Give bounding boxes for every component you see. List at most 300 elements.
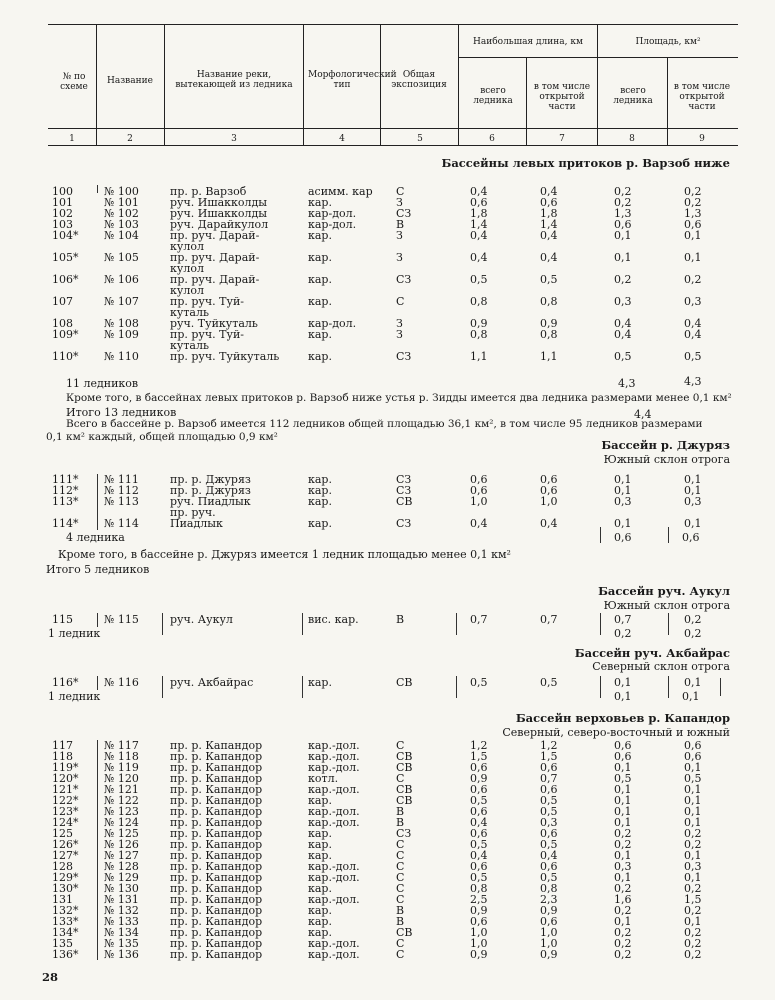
cell-name: № 123: [104, 805, 139, 818]
open-area-sum: 4,3: [684, 375, 702, 388]
cell-name: № 107: [104, 295, 139, 308]
cell-type: кар.: [308, 350, 332, 363]
cell-length-open: 0,9: [540, 317, 558, 330]
cell-area-open: 0,6: [684, 739, 702, 752]
cell-river-line1: пр. р. Капандор: [170, 772, 263, 785]
cell-number: 112*: [52, 484, 79, 497]
cell-number: 128: [52, 860, 73, 873]
cell-exposition: СЗ: [396, 484, 412, 497]
cell-area-open: 0,5: [684, 772, 702, 785]
rule: [456, 613, 457, 635]
cell-area-open: 0,2: [684, 613, 702, 626]
cell-exposition: З: [396, 196, 403, 209]
cell-number: 110*: [52, 350, 79, 363]
cell-type: кар.: [308, 794, 332, 807]
cell-length-open: 0,6: [540, 860, 558, 873]
header-divider: [526, 57, 527, 145]
cell-exposition: С: [396, 948, 405, 961]
cell-river: [170, 274, 259, 296]
cell-number: 113*: [52, 495, 79, 508]
cell-area-total: 0,1: [614, 676, 632, 689]
cell-type: кар.-дол.: [308, 893, 360, 906]
cell-length-open: 0,9: [540, 948, 558, 961]
cell-area-total: 0,2: [614, 196, 632, 209]
cell-name: № 100: [104, 185, 139, 198]
cell-area-open: 0,1: [684, 849, 702, 862]
cell-river-line1: пр. руч. Дарай-: [170, 229, 260, 242]
cell-number: 127*: [52, 849, 79, 862]
cell-exposition: В: [396, 904, 405, 917]
cell-type: кар.: [308, 251, 332, 264]
cell-river-line1: пр. руч. Туйкуталь: [170, 350, 280, 363]
cell-type: кар.: [308, 926, 332, 939]
cell-area-total: 0,1: [614, 871, 632, 884]
cell-area-total: 0,2: [614, 948, 632, 961]
cell-river: [170, 496, 251, 518]
cell-area-open: 0,4: [684, 328, 702, 341]
cell-number: 135: [52, 937, 73, 950]
header-divider: [458, 24, 459, 145]
cell-area-open: 0,3: [684, 295, 702, 308]
cell-number: 109*: [52, 328, 79, 341]
cell-length-open: 0,6: [540, 783, 558, 796]
header-col3: Название реки, вытекающей из ледника: [175, 70, 293, 90]
header-length-group: Наибольшая длина, км: [473, 37, 583, 47]
area-sum: 0,2: [614, 627, 632, 640]
cell-area-total: 0,1: [614, 517, 632, 530]
cell-area-open: 0,1: [684, 229, 702, 242]
cell-number: 101: [52, 196, 73, 209]
cell-area-open: 0,1: [684, 676, 702, 689]
cell-area-total: 0,2: [614, 937, 632, 950]
cell-number: 121*: [52, 783, 79, 796]
cell-length-open: 0,4: [540, 849, 558, 862]
cell-type: кар.: [308, 484, 332, 497]
cell-number: 119*: [52, 761, 79, 774]
cell-name: № 132: [104, 904, 139, 917]
header-col8: всего ледника: [613, 86, 653, 106]
cell-area-total: 0,6: [614, 218, 632, 231]
cell-name: № 114: [104, 517, 139, 530]
cell-type: асимм. кар: [308, 185, 373, 198]
cell-name: № 126: [104, 838, 139, 851]
cell-river-line1: руч. Дарайкулол: [170, 218, 269, 231]
cell-area-total: 0,2: [614, 273, 632, 286]
rule: [668, 527, 669, 543]
cell-type: кар.: [308, 229, 332, 242]
cell-exposition: С: [396, 849, 405, 862]
header-col2: Название: [107, 76, 153, 86]
cell-exposition: С: [396, 893, 405, 906]
cell-area-open: 0,1: [684, 805, 702, 818]
total-count: Итого 5 ледников: [46, 563, 150, 576]
cell-river: [170, 518, 223, 529]
cell-length-total: 0,4: [470, 251, 488, 264]
cell-area-total: 0,3: [614, 295, 632, 308]
cell-type: кар-дол.: [308, 218, 357, 231]
cell-area-open: 0,2: [684, 948, 702, 961]
cell-name: № 113: [104, 495, 139, 508]
cell-length-total: 0,9: [470, 317, 488, 330]
cell-number: 103: [52, 218, 73, 231]
cell-length-open: 0,7: [540, 613, 558, 626]
rule: [162, 613, 163, 635]
cell-area-open: 0,1: [684, 761, 702, 774]
cell-length-total: 0,5: [470, 838, 488, 851]
header-col7: в том числе открытой части: [533, 82, 591, 112]
cell-river: [170, 329, 244, 351]
cell-length-total: 0,9: [470, 772, 488, 785]
rule: [600, 676, 601, 698]
cell-river-line1: пр. р. Капандор: [170, 750, 263, 763]
cell-exposition: С: [396, 871, 405, 884]
column-number: 7: [559, 134, 565, 144]
cell-river-line1: пр. руч. Дарай-: [170, 251, 260, 264]
cell-river-line1: пр. р. Капандор: [170, 761, 263, 774]
section-title: Бассейн р. Джуряз: [601, 438, 730, 452]
cell-length-total: 0,8: [470, 882, 488, 895]
cell-length-total: 0,6: [470, 783, 488, 796]
cell-name: № 108: [104, 317, 139, 330]
cell-area-open: 0,1: [684, 484, 702, 497]
cell-area-open: 0,2: [684, 926, 702, 939]
cell-area-open: 0,1: [684, 871, 702, 884]
cell-number: 115: [52, 613, 73, 626]
rule: [97, 185, 98, 193]
cell-number: 105*: [52, 251, 79, 264]
cell-area-open: 0,6: [684, 218, 702, 231]
cell-exposition: В: [396, 218, 405, 231]
cell-exposition: В: [396, 816, 405, 829]
cell-type: кар.: [308, 838, 332, 851]
note: 0,1 км² каждый, общей площадью 0,9 км²: [46, 431, 278, 443]
cell-type: кар.: [308, 676, 332, 689]
cell-length-open: 0,4: [540, 229, 558, 242]
cell-river-line1: пр. р. Варзоб: [170, 185, 247, 198]
page-number: 28: [42, 970, 59, 984]
cell-number: 100: [52, 185, 73, 198]
cell-area-total: 0,1: [614, 484, 632, 497]
cell-river-line1: пр. руч. Туй-: [170, 295, 245, 308]
cell-exposition: СЗ: [396, 273, 412, 286]
cell-area-total: 1,6: [614, 893, 632, 906]
open-area-sum: 0,2: [684, 627, 702, 640]
cell-length-open: 0,3: [540, 816, 558, 829]
cell-area-total: 0,1: [614, 816, 632, 829]
cell-number: 123*: [52, 805, 79, 818]
cell-type: кар.-дол.: [308, 948, 360, 961]
total-count: Итого 13 ледников: [66, 406, 177, 419]
note: Кроме того, в бассейнах левых притоков р. Варзоб ниже устья р. Зидды имеется два ледника размерами менее 0,1 км²: [66, 392, 732, 404]
cell-name: № 128: [104, 860, 139, 873]
cell-length-open: 0,8: [540, 328, 558, 341]
cell-area-open: 0,1: [684, 816, 702, 829]
cell-area-open: 0,2: [684, 185, 702, 198]
cell-length-total: 1,4: [470, 218, 488, 231]
cell-river-line1: пр. р. Капандор: [170, 871, 263, 884]
cell-type: кар.-дол.: [308, 750, 360, 763]
column-number: 6: [489, 134, 495, 144]
cell-river-line1: пр. р. Капандор: [170, 893, 263, 906]
cell-type: кар.-дол.: [308, 805, 360, 818]
cell-river-line1: пр. р. Капандор: [170, 838, 263, 851]
cell-type: кар.: [308, 915, 332, 928]
header-col4: Морфологический тип: [308, 70, 397, 90]
cell-length-open: 0,8: [540, 295, 558, 308]
cell-length-total: 0,9: [470, 948, 488, 961]
cell-river-line1: пр. р. Капандор: [170, 937, 263, 950]
cell-area-open: 0,1: [684, 251, 702, 264]
cell-length-total: 0,5: [470, 676, 488, 689]
cell-number: 114*: [52, 517, 79, 530]
header-divider: [597, 24, 598, 145]
cell-type: кар.: [308, 904, 332, 917]
cell-river: [170, 230, 259, 252]
cell-river-line1: пр. р. Капандор: [170, 915, 263, 928]
cell-area-open: 0,4: [684, 317, 702, 330]
cell-type: кар.-дол.: [308, 739, 360, 752]
cell-river: [170, 351, 279, 362]
cell-type: кар.: [308, 882, 332, 895]
cell-length-total: 0,5: [470, 871, 488, 884]
cell-exposition: З: [396, 317, 403, 330]
cell-area-total: 0,2: [614, 904, 632, 917]
column-number: 2: [127, 134, 133, 144]
cell-number: 132*: [52, 904, 79, 917]
cell-exposition: С: [396, 185, 405, 198]
cell-area-total: 0,1: [614, 783, 632, 796]
cell-name: № 125: [104, 827, 139, 840]
cell-river-line1: пр. р. Капандор: [170, 816, 263, 829]
cell-river-line1: пр. р. Капандор: [170, 860, 263, 873]
column-number: 9: [699, 134, 705, 144]
glacier-count: 1 ледник: [48, 627, 101, 640]
cell-length-open: 0,6: [540, 761, 558, 774]
cell-length-total: 1,1: [470, 350, 488, 363]
cell-name: № 129: [104, 871, 139, 884]
header-area-group: Площадь, км²: [635, 37, 701, 47]
cell-river-line2: пр. руч.: [170, 506, 216, 519]
rule: [97, 613, 98, 627]
cell-area-total: 0,5: [614, 350, 632, 363]
cell-length-open: 1,1: [540, 350, 558, 363]
open-area-sum: 0,6: [682, 531, 700, 544]
cell-river-line2: кулол: [170, 240, 204, 253]
header-bottom-rule: [48, 128, 738, 129]
cell-name: № 111: [104, 473, 139, 486]
cell-exposition: СЗ: [396, 350, 412, 363]
rule: [600, 613, 601, 635]
rule: [97, 676, 98, 690]
cell-area-open: 0,2: [684, 196, 702, 209]
cell-exposition: СВ: [396, 783, 413, 796]
cell-river-line1: Пиадлык: [170, 517, 223, 530]
cell-length-total: 0,5: [470, 794, 488, 807]
cell-river-line1: пр. р. Капандор: [170, 926, 263, 939]
cell-number: 111*: [52, 473, 79, 486]
cell-type: кар.-дол.: [308, 860, 360, 873]
total-area: 4,4: [634, 408, 652, 421]
cell-name: № 102: [104, 207, 139, 220]
section-title: Бассейн верховьев р. Капандор: [515, 711, 730, 725]
cell-number: 136*: [52, 948, 79, 961]
cell-length-total: 0,6: [470, 196, 488, 209]
cell-exposition: СЗ: [396, 827, 412, 840]
cell-type: кар-дол.: [308, 317, 357, 330]
cell-area-total: 0,5: [614, 772, 632, 785]
area-sum: 0,1: [614, 690, 632, 703]
section-subtitle: Северный склон отрога: [592, 660, 730, 673]
section-subtitle: Северный, северо-восточный и южный: [502, 726, 730, 739]
section-title: Бассейны левых притоков р. Варзоб ниже: [441, 156, 730, 170]
rule: [302, 676, 303, 698]
header-col6: всего ледника: [473, 86, 513, 106]
cell-length-open: 1,8: [540, 207, 558, 220]
column-number: 4: [339, 134, 345, 144]
header-col9: в том числе открытой части: [673, 82, 731, 112]
cell-length-open: 1,0: [540, 495, 558, 508]
cell-name: № 116: [104, 676, 139, 689]
cell-length-open: 1,2: [540, 739, 558, 752]
cell-length-open: 0,6: [540, 473, 558, 486]
cell-area-open: 0,2: [684, 273, 702, 286]
cell-number: 126*: [52, 838, 79, 851]
cell-type: кар.-дол.: [308, 816, 360, 829]
cell-name: № 112: [104, 484, 139, 497]
cell-river-line1: пр. р. Капандор: [170, 882, 263, 895]
cell-river-line1: пр. р. Капандор: [170, 827, 263, 840]
cell-length-open: 0,9: [540, 904, 558, 917]
cell-length-open: 0,7: [540, 772, 558, 785]
cell-length-open: 0,5: [540, 273, 558, 286]
cell-length-open: 0,8: [540, 882, 558, 895]
cell-area-open: 0,1: [684, 473, 702, 486]
note: Кроме того, в бассейне р. Джуряз имеется 1 ледник площадью менее 0,1 км²: [58, 548, 511, 561]
cell-type: кар.: [308, 495, 332, 508]
cell-area-open: 0,2: [684, 904, 702, 917]
cell-area-open: 0,1: [684, 783, 702, 796]
cell-length-total: 1,0: [470, 926, 488, 939]
rule: [600, 527, 601, 543]
cell-area-open: 0,1: [684, 915, 702, 928]
cell-type: кар.: [308, 473, 332, 486]
cell-name: № 136: [104, 948, 139, 961]
cell-area-open: 0,5: [684, 350, 702, 363]
cell-exposition: З: [396, 251, 403, 264]
cell-length-open: 0,6: [540, 827, 558, 840]
cell-length-open: 0,5: [540, 805, 558, 818]
cell-area-total: 0,1: [614, 473, 632, 486]
cell-river: [170, 296, 244, 318]
cell-area-total: 0,1: [614, 761, 632, 774]
cell-area-open: 1,3: [684, 207, 702, 220]
cell-type: кар.: [308, 196, 332, 209]
cell-river: [170, 949, 262, 960]
cell-area-total: 0,3: [614, 495, 632, 508]
cell-length-total: 1,5: [470, 750, 488, 763]
header-divider: [164, 24, 165, 145]
cell-type: кар.-дол.: [308, 783, 360, 796]
cell-number: 117: [52, 739, 73, 752]
cell-river-line1: пр. р. Капандор: [170, 948, 263, 961]
cell-area-total: 0,1: [614, 849, 632, 862]
cell-type: вис. кар.: [308, 613, 359, 626]
cell-length-total: 0,6: [470, 473, 488, 486]
cell-area-open: 0,1: [684, 794, 702, 807]
header-divider: [667, 57, 668, 145]
cell-exposition: СВ: [396, 926, 413, 939]
cell-area-open: 0,2: [684, 838, 702, 851]
header-number-rule: [48, 145, 738, 146]
cell-length-total: 0,6: [470, 860, 488, 873]
section-title: Бассейн руч. Акбайрас: [574, 646, 730, 660]
cell-exposition: В: [396, 915, 405, 928]
cell-exposition: СВ: [396, 750, 413, 763]
cell-river-line1: пр. руч. Дарай-: [170, 273, 260, 286]
cell-length-total: 0,6: [470, 484, 488, 497]
cell-exposition: С: [396, 937, 405, 950]
cell-length-total: 0,6: [470, 827, 488, 840]
cell-length-total: 0,4: [470, 849, 488, 862]
cell-river-line2: куталь: [170, 306, 209, 319]
cell-name: № 103: [104, 218, 139, 231]
cell-river-line2: куталь: [170, 339, 209, 352]
cell-river-line2: кулол: [170, 262, 204, 275]
cell-number: 133*: [52, 915, 79, 928]
header-divider: [303, 24, 304, 145]
cell-length-open: 0,5: [540, 676, 558, 689]
cell-length-open: 2,3: [540, 893, 558, 906]
cell-area-open: 0,3: [684, 495, 702, 508]
cell-area-total: 0,7: [614, 613, 632, 626]
cell-area-total: 0,1: [614, 915, 632, 928]
rule: [302, 613, 303, 635]
cell-name: № 120: [104, 772, 139, 785]
cell-number: 134*: [52, 926, 79, 939]
cell-length-total: 0,6: [470, 915, 488, 928]
rule: [97, 474, 98, 530]
cell-type: кар.: [308, 273, 332, 286]
cell-exposition: СЗ: [396, 517, 412, 530]
cell-type: кар.-дол.: [308, 871, 360, 884]
rule: [720, 678, 721, 696]
area-sum: 0,6: [614, 531, 632, 544]
cell-length-total: 0,7: [470, 613, 488, 626]
cell-exposition: С: [396, 838, 405, 851]
cell-river-line1: пр. р. Джуряз: [170, 473, 251, 486]
cell-river-line1: руч. Пиадлык: [170, 495, 251, 508]
cell-name: № 115: [104, 613, 139, 626]
cell-length-total: 0,6: [470, 805, 488, 818]
glacier-count: 4 ледника: [66, 531, 125, 544]
header-mid-rule: [458, 57, 738, 58]
cell-number: 118: [52, 750, 73, 763]
cell-length-total: 0,8: [470, 295, 488, 308]
cell-name: № 133: [104, 915, 139, 928]
rule: [162, 676, 163, 698]
cell-area-total: 0,2: [614, 185, 632, 198]
cell-name: № 127: [104, 849, 139, 862]
cell-number: 106*: [52, 273, 79, 286]
cell-river-line1: руч. Ишакколды: [170, 207, 268, 220]
cell-area-total: 1,3: [614, 207, 632, 220]
cell-area-total: 0,6: [614, 739, 632, 752]
cell-length-total: 0,6: [470, 761, 488, 774]
header-top-rule: [48, 24, 738, 25]
cell-length-total: 0,8: [470, 328, 488, 341]
cell-area-open: 0,1: [684, 517, 702, 530]
cell-river-line1: пр. р. Джуряз: [170, 484, 251, 497]
